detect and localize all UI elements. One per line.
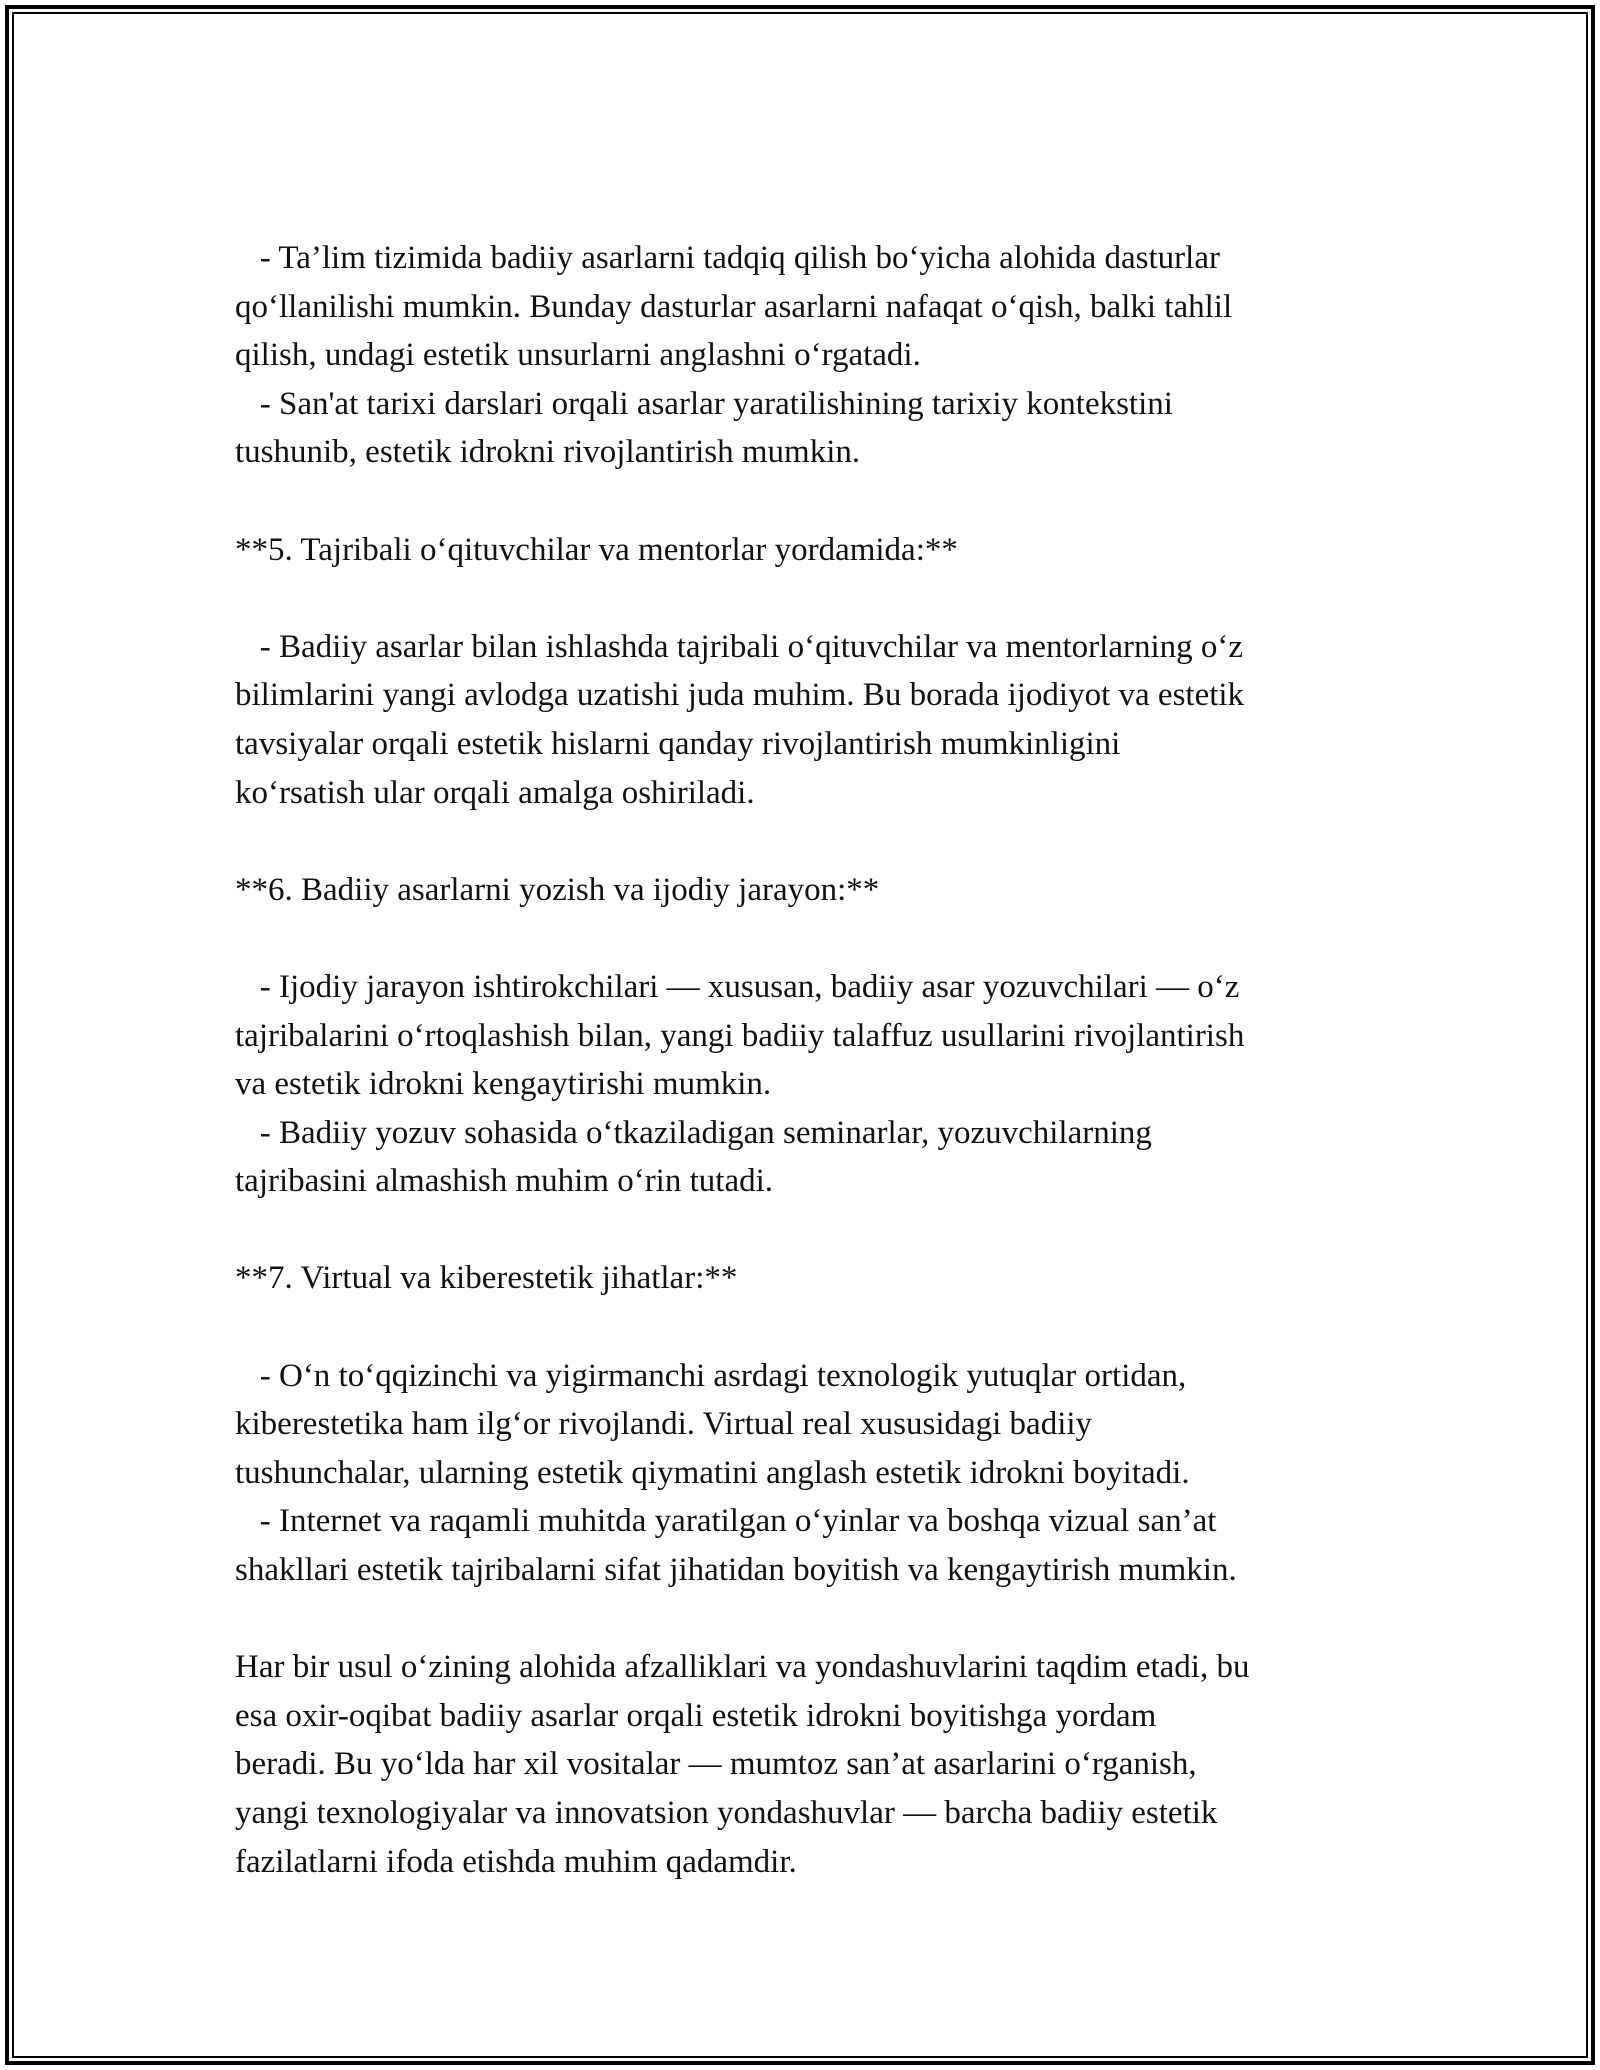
text-line: esa oxir-oqibat badiiy asarlar orqali estetik idrokni boyitishga yordam [235, 1697, 1157, 1734]
blank-line [235, 574, 1385, 623]
blank-line [235, 914, 1385, 963]
text-line: bilimlarini yangi avlodga uzatishi juda muhim. Bu borada ijodiyot va estetik [235, 677, 1245, 714]
text-line: - Ijodiy jarayon ishtirokchilari — xususan, badiiy asar yozuvchilari — o‘z [235, 968, 1240, 1005]
text-line: tajribalarini o‘rtoqlashish bilan, yangi badiiy talaffuz usullarini rivojlantirish [235, 1017, 1245, 1054]
text-line: yangi texnologiyalar va innovatsion yondashuvlar — barcha badiiy estetik [235, 1795, 1218, 1831]
text-line: qilish, undagi estetik unsurlarni anglashni o‘rgatadi. [235, 337, 921, 374]
text-line: tavsiyalar orqali estetik hislarni qanday rivojlantirish mumkinligini [235, 725, 1121, 762]
blank-line [235, 1206, 1385, 1255]
text-line: qo‘llanilishi mumkin. Bunday dasturlar asarlarni nafaqat o‘qish, balki tahlil [235, 288, 1233, 325]
blank-line [235, 817, 1385, 866]
document-body [235, 234, 1385, 1886]
section-heading: **5. Tajribali o‘qituvchilar va mentorlar yordamida:** [235, 531, 958, 568]
text-line: - Badiiy asarlar bilan ishlashda tajribali o‘qituvchilar va mentorlarning o‘z [235, 628, 1244, 665]
text-line: - Ta’lim tizimida badiiy asarlarni tadqiq qilish bo‘yicha alohida dasturlar [235, 240, 1220, 276]
text-line: kiberestetika ham ilg‘or rivojlandi. Virtual real xususidagi badiiy [235, 1406, 1093, 1443]
text-line: beradi. Bu yo‘lda har xil vositalar — mumtoz san’at asarlarini o‘rganish, [235, 1746, 1197, 1783]
section-heading: **6. Badiiy asarlarni yozish va ijodiy jarayon:** [235, 871, 880, 908]
text-line: tushunchalar, ularning estetik qiymatini anglash estetik idrokni boyitadi. [235, 1454, 1190, 1491]
text-line: fazilatlarni ifoda etishda muhim qadamdir. [235, 1843, 797, 1880]
blank-line [235, 477, 1385, 526]
text-line: - Internet va raqamli muhitda yaratilgan o‘yinlar va boshqa vizual san’at [235, 1503, 1217, 1540]
text-line: tajribasini almashish muhim o‘rin tutadi. [235, 1163, 774, 1200]
text-line: va estetik idrokni kengaytirishi mumkin. [235, 1066, 772, 1103]
text-line: shakllari estetik tajribalarni sifat jihatidan boyitish va kengaytirish mumkin. [235, 1552, 1237, 1589]
text-line: - O‘n to‘qqizinchi va yigirmanchi asrdagi texnologik yutuqlar ortidan, [235, 1357, 1187, 1394]
text-line: - Badiiy yozuv sohasida o‘tkaziladigan seminarlar, yozuvchilarning [235, 1114, 1152, 1151]
text-line: ko‘rsatish ular orqali amalga oshiriladi. [235, 774, 755, 811]
section-heading: **7. Virtual va kiberestetik jihatlar:** [235, 1260, 738, 1297]
text-line: tushunib, estetik idrokni rivojlantirish mumkin. [235, 434, 861, 471]
blank-line [235, 1595, 1385, 1644]
blank-line [235, 1303, 1385, 1352]
text-line: - San'at tarixi darslari orqali asarlar yaratilishining tarixiy kontekstini [235, 385, 1173, 422]
text-line: Har bir usul o‘zining alohida afzalliklari va yondashuvlarini taqdim etadi, bu [235, 1649, 1250, 1686]
